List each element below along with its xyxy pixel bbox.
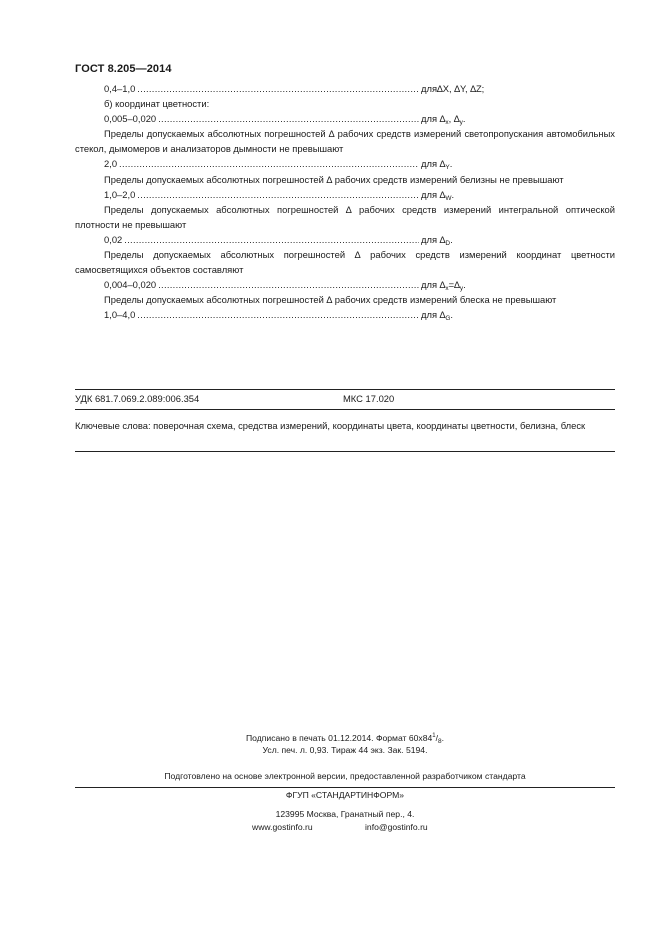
dot-leader (158, 111, 419, 126)
document-body (75, 81, 615, 323)
document-code: ГОСТ 8.205—2014 (75, 63, 172, 75)
range-target: для $\Delta_x=\Delta_y$. (421, 279, 466, 293)
divider-middle (75, 409, 615, 410)
dot-leader (137, 187, 419, 202)
paragraph-transmission: Пределы допускаемых абсолютных погрешностей ∆ рабочих средств измерений светопропускания автомобильных стекол, дымомеров и анализаторов дымности не превышают (75, 128, 615, 155)
publisher-name: ФГУП «СТАНДАРТИНФОРМ» (285, 790, 405, 800)
divider-bottom (75, 451, 615, 452)
range-value: 0,4–1,0 (104, 83, 136, 94)
range-line-xyz (75, 81, 615, 96)
paragraph-density: Пределы допускаемых абсолютных погрешностей ∆ рабочих средств измерений интегральной оптической плотности не превышают (75, 203, 615, 230)
range-target: для $\Delta_Y$. (421, 158, 453, 172)
imprint-prepared: Подготовлено на основе электронной версии, предоставленной разработчиком стандарта (164, 771, 526, 781)
range-target: для $\Delta_W$. (421, 188, 455, 202)
dot-leader (158, 277, 419, 292)
imprint-sheets: Усл. печ. л. 0,93. Тираж 44 экз. Зак. 5194. (262, 745, 428, 755)
divider-top (75, 389, 615, 390)
range-line-luminous (75, 277, 615, 292)
paragraph-gloss: Пределы допускаемых абсолютных погрешностей ∆ рабочих средств измерений блеска не превышают (104, 294, 557, 306)
udk-code: УДК 681.7.069.2.089:006.354 (75, 393, 200, 404)
range-value: 1,0–4,0 (104, 309, 136, 321)
range-value: 0,02 (104, 233, 123, 245)
dot-leader (137, 307, 419, 322)
range-target: для $\Delta_D$. (421, 233, 453, 247)
chromaticity-label: б) координат цветности: (104, 98, 210, 110)
range-line-d (75, 232, 615, 247)
range-line-y (75, 156, 615, 171)
range-target: для $\Delta_G$. (421, 309, 454, 323)
range-line-w (75, 187, 615, 202)
imprint-divider (75, 787, 615, 788)
publisher-address: 123995 Москва, Гранатный пер., 4. (275, 809, 415, 819)
range-line-g (75, 307, 615, 322)
range-target: для $\Delta_x$, $\Delta_y$. (421, 113, 466, 127)
publisher-website[interactable]: www.gostinfo.ru (252, 822, 313, 832)
mks-code: МКС 17.020 (343, 393, 395, 404)
dot-leader (124, 232, 419, 247)
range-target: для∆X, ∆Y, ∆Z; (421, 83, 485, 94)
imprint-signed: Подписано в печать 01.12.2014. Формат $60x84^1/_8$. (245, 733, 445, 745)
paragraph-luminous: Пределы допускаемых абсолютных погрешностей ∆ рабочих средств измерений координат цветности самосветящихся объектов составляют (75, 249, 615, 276)
publisher-email[interactable]: info@gostinfo.ru (365, 822, 428, 832)
range-value: 2,0 (104, 158, 118, 170)
range-value: 0,004–0,020 (104, 279, 157, 291)
keywords: Ключевые слова: поверочная схема, средства измерений, координаты цвета, координаты цветности, белизна, блеск (75, 420, 586, 431)
dot-leader (137, 81, 419, 96)
range-value: 0,005–0,020 (104, 113, 157, 125)
range-line-xy (75, 111, 615, 126)
paragraph-whiteness: Пределы допускаемых абсолютных погрешностей ∆ рабочих средств измерений белизны не превышают (104, 173, 564, 185)
dot-leader (119, 156, 419, 171)
range-value: 1,0–2,0 (104, 188, 136, 200)
